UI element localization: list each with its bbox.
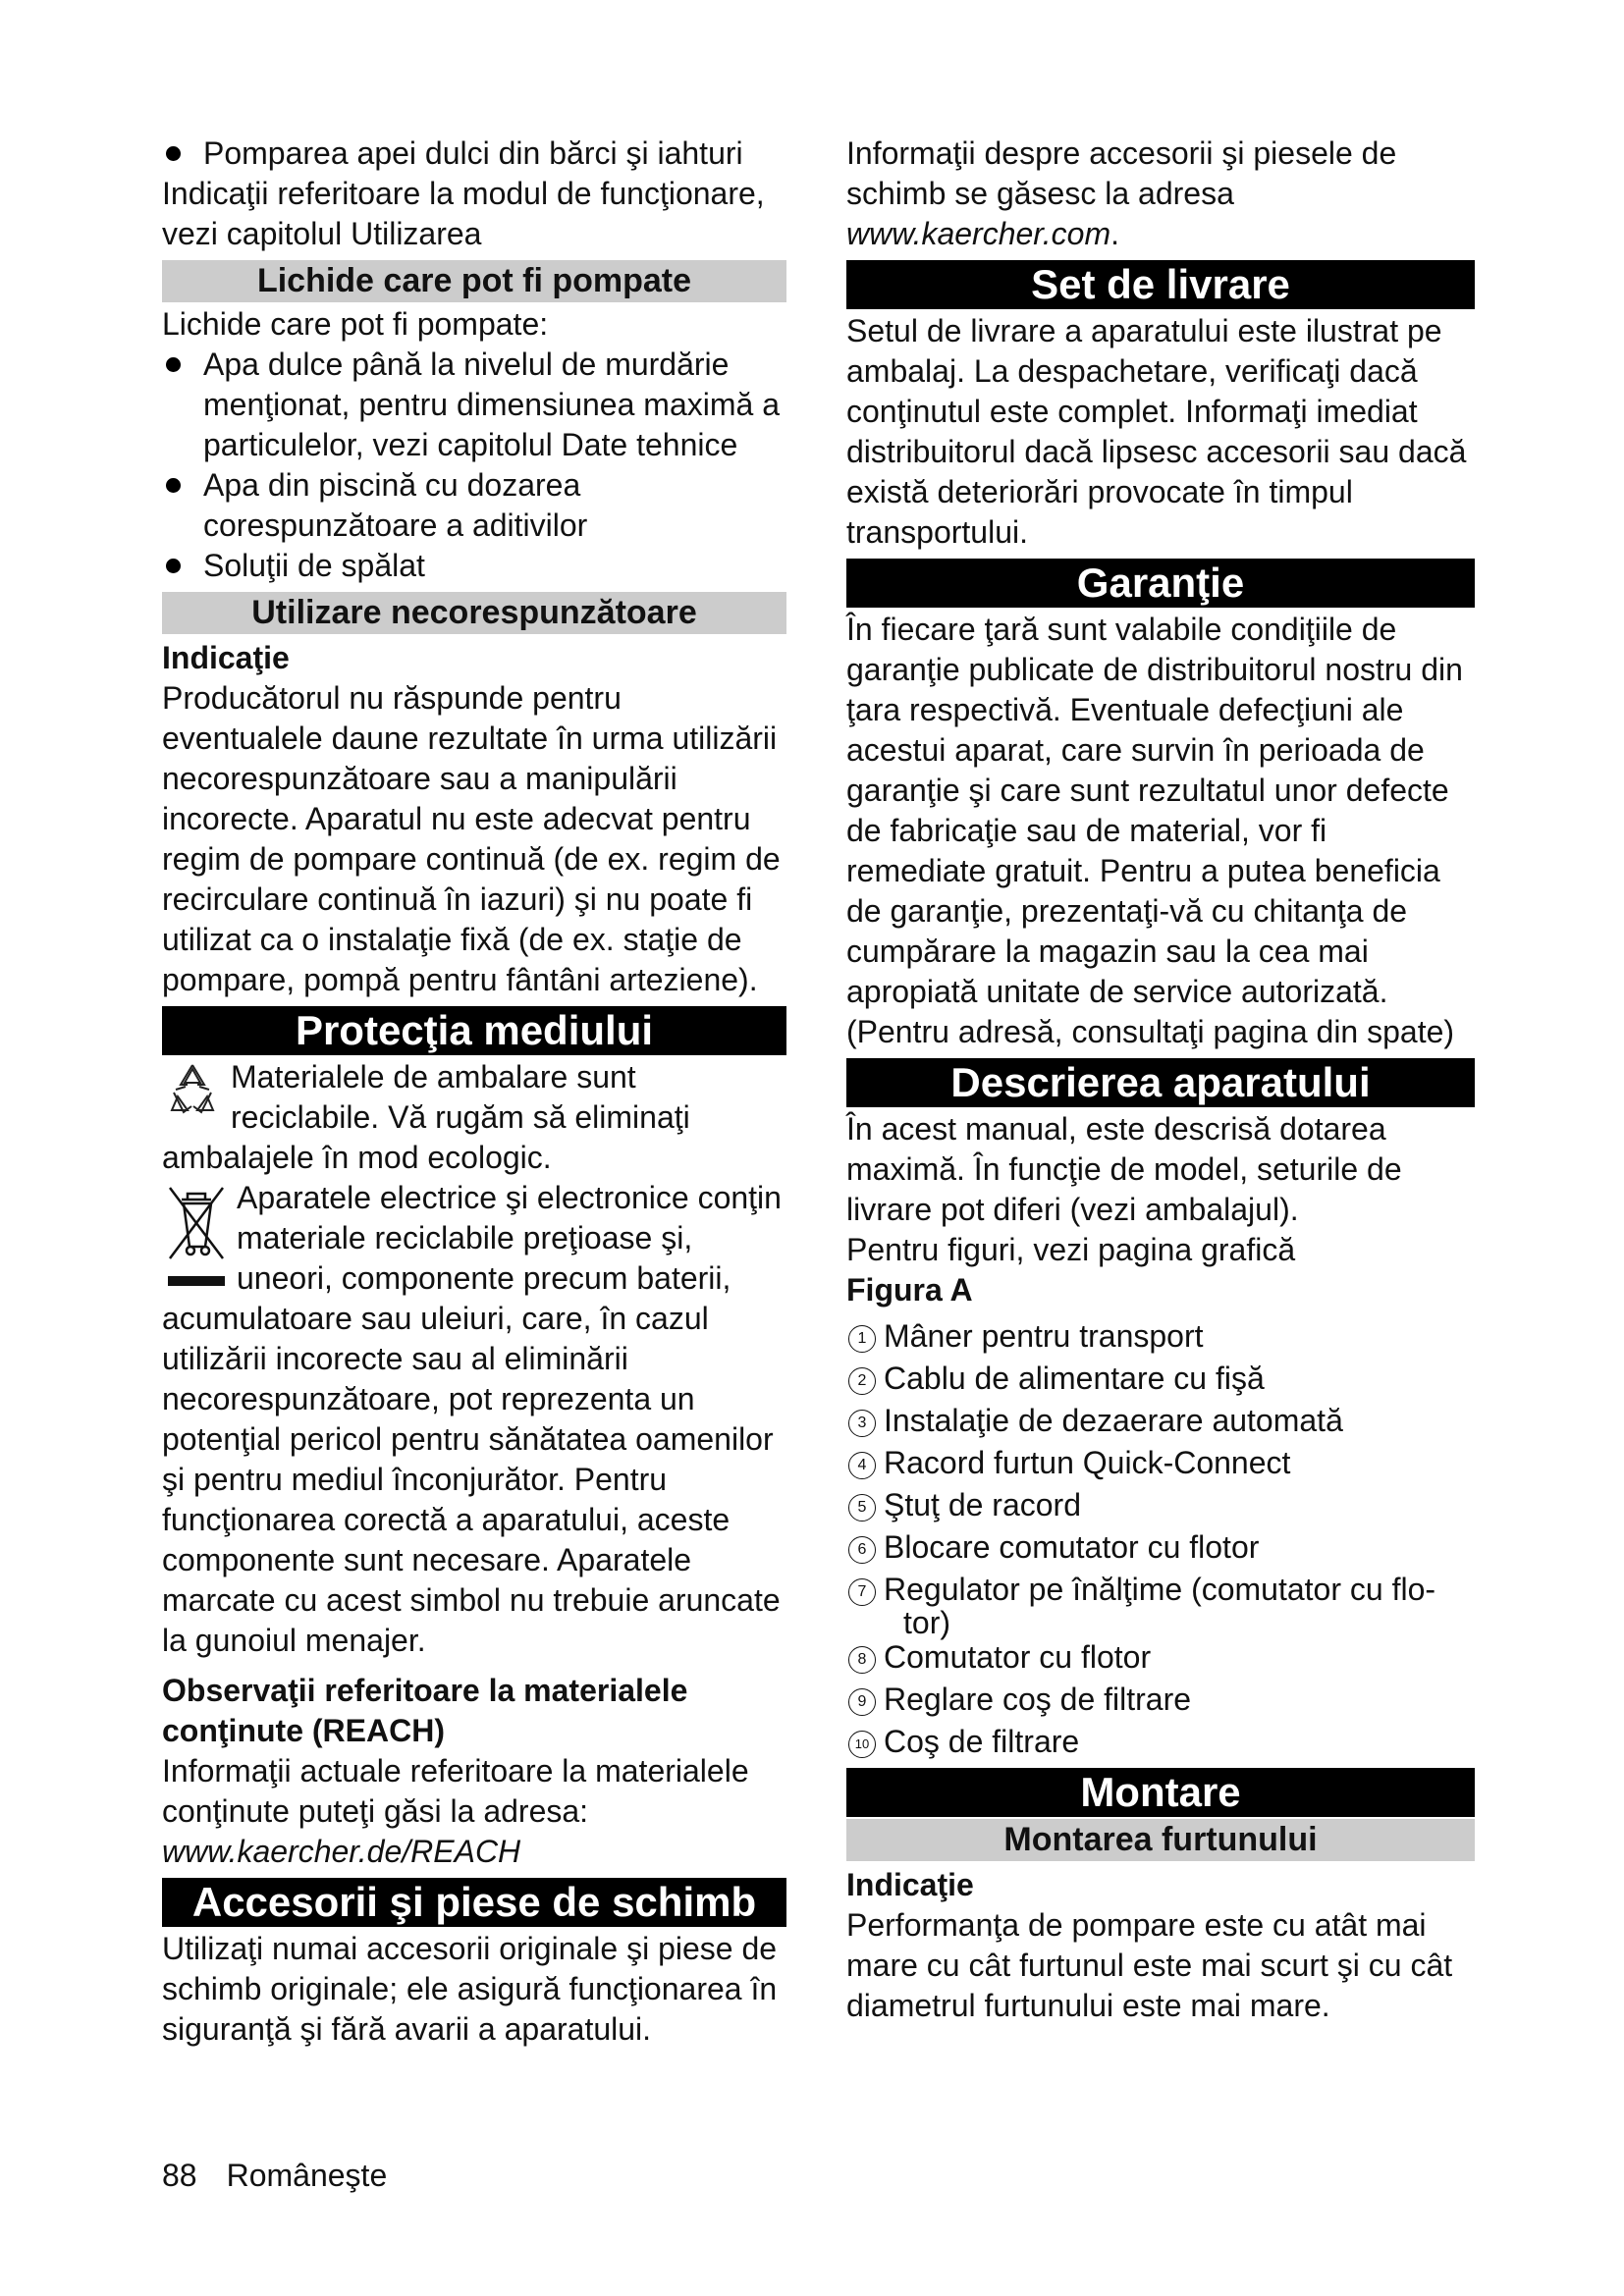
part-number: 3 <box>848 1410 876 1437</box>
part-number: 1 <box>848 1325 876 1353</box>
pumpable-item: Apa dulce până la nivelul de murdărie menţionat, pentru dimensiunea maximă a particulelor, vezi capitolul Date tehnice <box>162 345 786 465</box>
part-label: Racord furtun Quick-Connect <box>884 1445 1291 1480</box>
part-number: 6 <box>848 1536 876 1564</box>
part-number: 5 <box>848 1494 876 1522</box>
reach-link[interactable]: www.kaercher.de/REACH <box>162 1834 521 1869</box>
intro-text: Indicaţii referitoare la modul de funcţionare, vezi capitolul Utilizarea <box>162 176 765 251</box>
section-heading-assembly: Montare <box>846 1768 1475 1817</box>
page-number: 88 <box>162 2158 197 2193</box>
part-label-continued: tor) <box>903 1605 950 1640</box>
section-heading-misuse: Utilizare necorespunzătoare <box>162 592 786 634</box>
left-column <box>162 133 786 2050</box>
recycle-text: Materialele de ambalare sunt reciclabile. Vă rugăm să eliminaţi ambalajele în mod ecologic. <box>162 1059 690 1175</box>
list-item <box>846 1443 1475 1483</box>
section-heading-delivery: Set de livrare <box>846 260 1475 309</box>
part-label: Instalaţie de dezaerare automată <box>884 1403 1343 1438</box>
list-item <box>846 1485 1475 1525</box>
subheading-hose-assembly: Montarea furtunului <box>846 1819 1475 1861</box>
weee-paragraph <box>162 1178 786 1661</box>
figure-title: Figura A <box>846 1272 973 1308</box>
part-number: 10 <box>848 1731 876 1758</box>
accessories-text: Utilizaţi numai accesorii originale şi piese de schimb originale; ele asigură funcţionarea în siguranţă şi fără avarii a aparatului. <box>162 1931 778 2047</box>
part-number: 8 <box>848 1646 876 1674</box>
reach-title: Observaţii referitoare la materialele conţinute (REACH) <box>162 1673 688 1748</box>
recycle-paragraph <box>162 1057 786 1178</box>
part-number: 2 <box>848 1367 876 1395</box>
part-label: Cablu de alimentare cu fişă <box>884 1361 1265 1396</box>
part-label: Mâner pentru transport <box>884 1318 1204 1354</box>
accessories-info <box>846 133 1475 254</box>
misuse-note-title: Indicaţie <box>162 640 290 675</box>
part-label: Comutator cu flotor <box>884 1639 1152 1675</box>
list-item <box>846 1637 1475 1678</box>
reach-paragraph <box>162 1751 786 1872</box>
accessories-link[interactable]: www.kaercher.com <box>846 216 1111 251</box>
assembly-note-title: Indicaţie <box>846 1867 974 1902</box>
list-item <box>846 1401 1475 1441</box>
warranty-address-note: (Pentru adresă, consultaţi pagina din spate) <box>846 1014 1455 1049</box>
section-heading-pumpable: Lichide care pot fi pompate <box>162 260 786 302</box>
section-heading-environment: Protecţia mediului <box>162 1006 786 1055</box>
list-item <box>846 1527 1475 1568</box>
list-item <box>846 1570 1475 1640</box>
description-text: În acest manual, este descrisă dotarea maximă. În funcţie de model, seturile de livrare pot diferi (vezi ambalajul). <box>846 1111 1402 1227</box>
part-label: Reglare coş de filtrare <box>884 1682 1192 1717</box>
intro-bullet: Pomparea apei dulci din bărci şi iahturi <box>162 133 786 174</box>
parts-list <box>846 1316 1475 1762</box>
figures-note: Pentru figuri, vezi pagina grafică <box>846 1232 1296 1267</box>
part-number: 4 <box>848 1452 876 1479</box>
part-label: Regulator pe înălţime (comutator cu flo- <box>884 1572 1436 1607</box>
part-label: Blocare comutator cu flotor <box>884 1529 1260 1565</box>
page-footer <box>162 2156 416 2195</box>
part-label: Coş de filtrare <box>884 1724 1080 1759</box>
section-heading-accessories: Accesorii şi piese de schimb <box>162 1878 786 1927</box>
list-item <box>846 1722 1475 1762</box>
misuse-text: Producătorul nu răspunde pentru eventualele daune rezultate în urma utilizării necorespunzătoare sau a manipulării incorecte. Aparatul nu este adecvat pentru regim de pompare continuă (de ex. regim de recirculare continuă în iazuri) şi nu poate fi utilizat ca o instalaţie fixă (de ex. staţie de pompare, pompă pentru fântâni arteziene). <box>162 680 781 997</box>
reach-text: Informaţii actuale referitoare la materialele conţinute puteţi găsi la adresa: <box>162 1753 749 1829</box>
part-number: 7 <box>848 1578 876 1606</box>
part-label: Ştuţ de racord <box>884 1487 1081 1522</box>
delivery-text: Setul de livrare a aparatului este ilustrat pe ambalaj. La despachetare, verificaţi dacă conţinutul este complet. Informaţi imediat distribuitorul dacă lipsesc accesorii sau dacă există deteriorări provocate în timpul transportului. <box>846 313 1467 550</box>
recycle-icon <box>162 1057 227 1138</box>
pumpable-item: Soluţii de spălat <box>162 546 786 586</box>
list-item <box>846 1359 1475 1399</box>
pumpable-item: Apa din piscină cu dozarea corespunzătoare a aditivilor <box>162 465 786 546</box>
pumpable-lead: Lichide care pot fi pompate: <box>162 306 549 342</box>
footer-language: Româneşte <box>226 2158 388 2193</box>
right-column <box>846 133 1475 2026</box>
list-item <box>846 1316 1475 1357</box>
accessories-info-end: . <box>1110 216 1119 251</box>
section-heading-description: Descrierea aparatului <box>846 1058 1475 1107</box>
assembly-text: Performanţa de pompare este cu atât mai mare cu cât furtunul este mai scurt şi cu cât diametrul furtunului este mai mare. <box>846 1907 1453 2023</box>
list-item <box>846 1680 1475 1720</box>
part-number: 9 <box>848 1688 876 1716</box>
weee-bin-icon <box>162 1178 233 1298</box>
accessories-info-text: Informaţii despre accesorii şi piesele de schimb se găsesc la adresa <box>846 135 1397 211</box>
section-heading-warranty: Garanţie <box>846 559 1475 608</box>
warranty-text: În fiecare ţară sunt valabile condiţiile de garanţie publicate de distribuitorul nostru din ţara respectivă. Eventuale defecţiuni ale acestui aparat, care survin în perioada de garanţie şi care sunt rezultatul unor defecte de fabricaţie sau de material, vor fi remediate gratuit. Pentru a putea beneficia de garanţie, prezentaţi-vă cu chitanţa de cumpărare la magazin sau la cea mai apropiată unitate de service autorizată. <box>846 612 1463 1009</box>
weee-text: Aparatele electrice şi electronice conţin materiale reciclabile preţioase şi, uneori, componente precum baterii, acumulatoare sau uleiuri, care, în cazul utilizării incorecte sau al eliminării necorespunzătoare, pot reprezenta un potenţial pericol pentru sănătatea oamenilor şi pentru mediul înconjurător. Pentru funcţionarea corectă a aparatului, aceste componente sunt necesare. Aparatele marcate cu acest simbol nu trebuie aruncate la gunoiul menajer. <box>162 1180 782 1658</box>
